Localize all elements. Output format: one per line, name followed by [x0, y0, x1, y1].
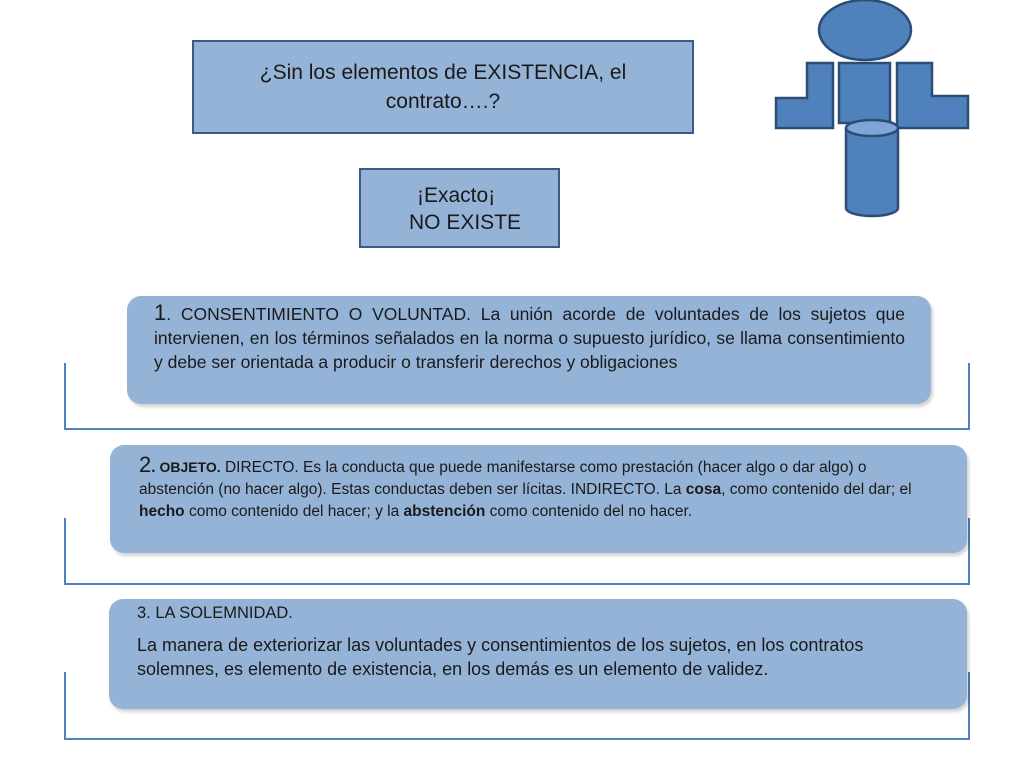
answer-line-1: ¡Exacto¡	[417, 184, 496, 207]
bold-term-abstencion: abstención	[403, 503, 486, 520]
element-number: 2	[139, 452, 152, 477]
element-body-part: DIRECTO. Es la conducta que puede manifestarse como prestación (hacer algo o dar algo) o abstención (no hacer algo). Estas conductas deben ser lícitas. INDIRECTO. La	[139, 459, 867, 498]
element-card-objeto	[110, 445, 967, 553]
element-card-solemnidad	[109, 599, 967, 709]
element-body-part: como contenido del hacer; y la	[184, 503, 404, 520]
answer-box	[359, 168, 560, 248]
element-number: 1	[154, 300, 167, 325]
element-card-consentimiento	[127, 296, 931, 404]
element-heading: . CONSENTIMIENTO O VOLUNTAD.	[166, 304, 471, 324]
person-figure-icon	[770, 0, 980, 225]
question-box	[192, 40, 694, 134]
element-body-part: , como contenido del dar; el	[721, 481, 912, 498]
element-heading: 3. LA SOLEMNIDAD.	[137, 604, 293, 622]
element-heading: OBJETO.	[155, 459, 221, 475]
element-body: La manera de exteriorizar las voluntades y consentimientos de los sujetos, en los contratos solemnes, es elemento de existencia, en los demás es un elemento de validez.	[137, 635, 864, 679]
answer-line-2: NO EXISTE	[409, 211, 522, 234]
element-body: La unión acorde de voluntades de los sujetos que intervienen, en los términos señalados en la norma o supuesto jurídico, se llama consentimiento y debe ser orientada a producir o transferir derechos y obligaciones	[154, 304, 905, 372]
element-body-part: como contenido del no hacer.	[485, 503, 693, 520]
question-text: ¿Sin los elementos de EXISTENCIA, el contrato….?	[259, 61, 627, 113]
bold-term-hecho: hecho	[139, 503, 185, 520]
element-heading-dot: .	[151, 459, 156, 476]
bold-term-cosa: cosa	[685, 481, 722, 498]
